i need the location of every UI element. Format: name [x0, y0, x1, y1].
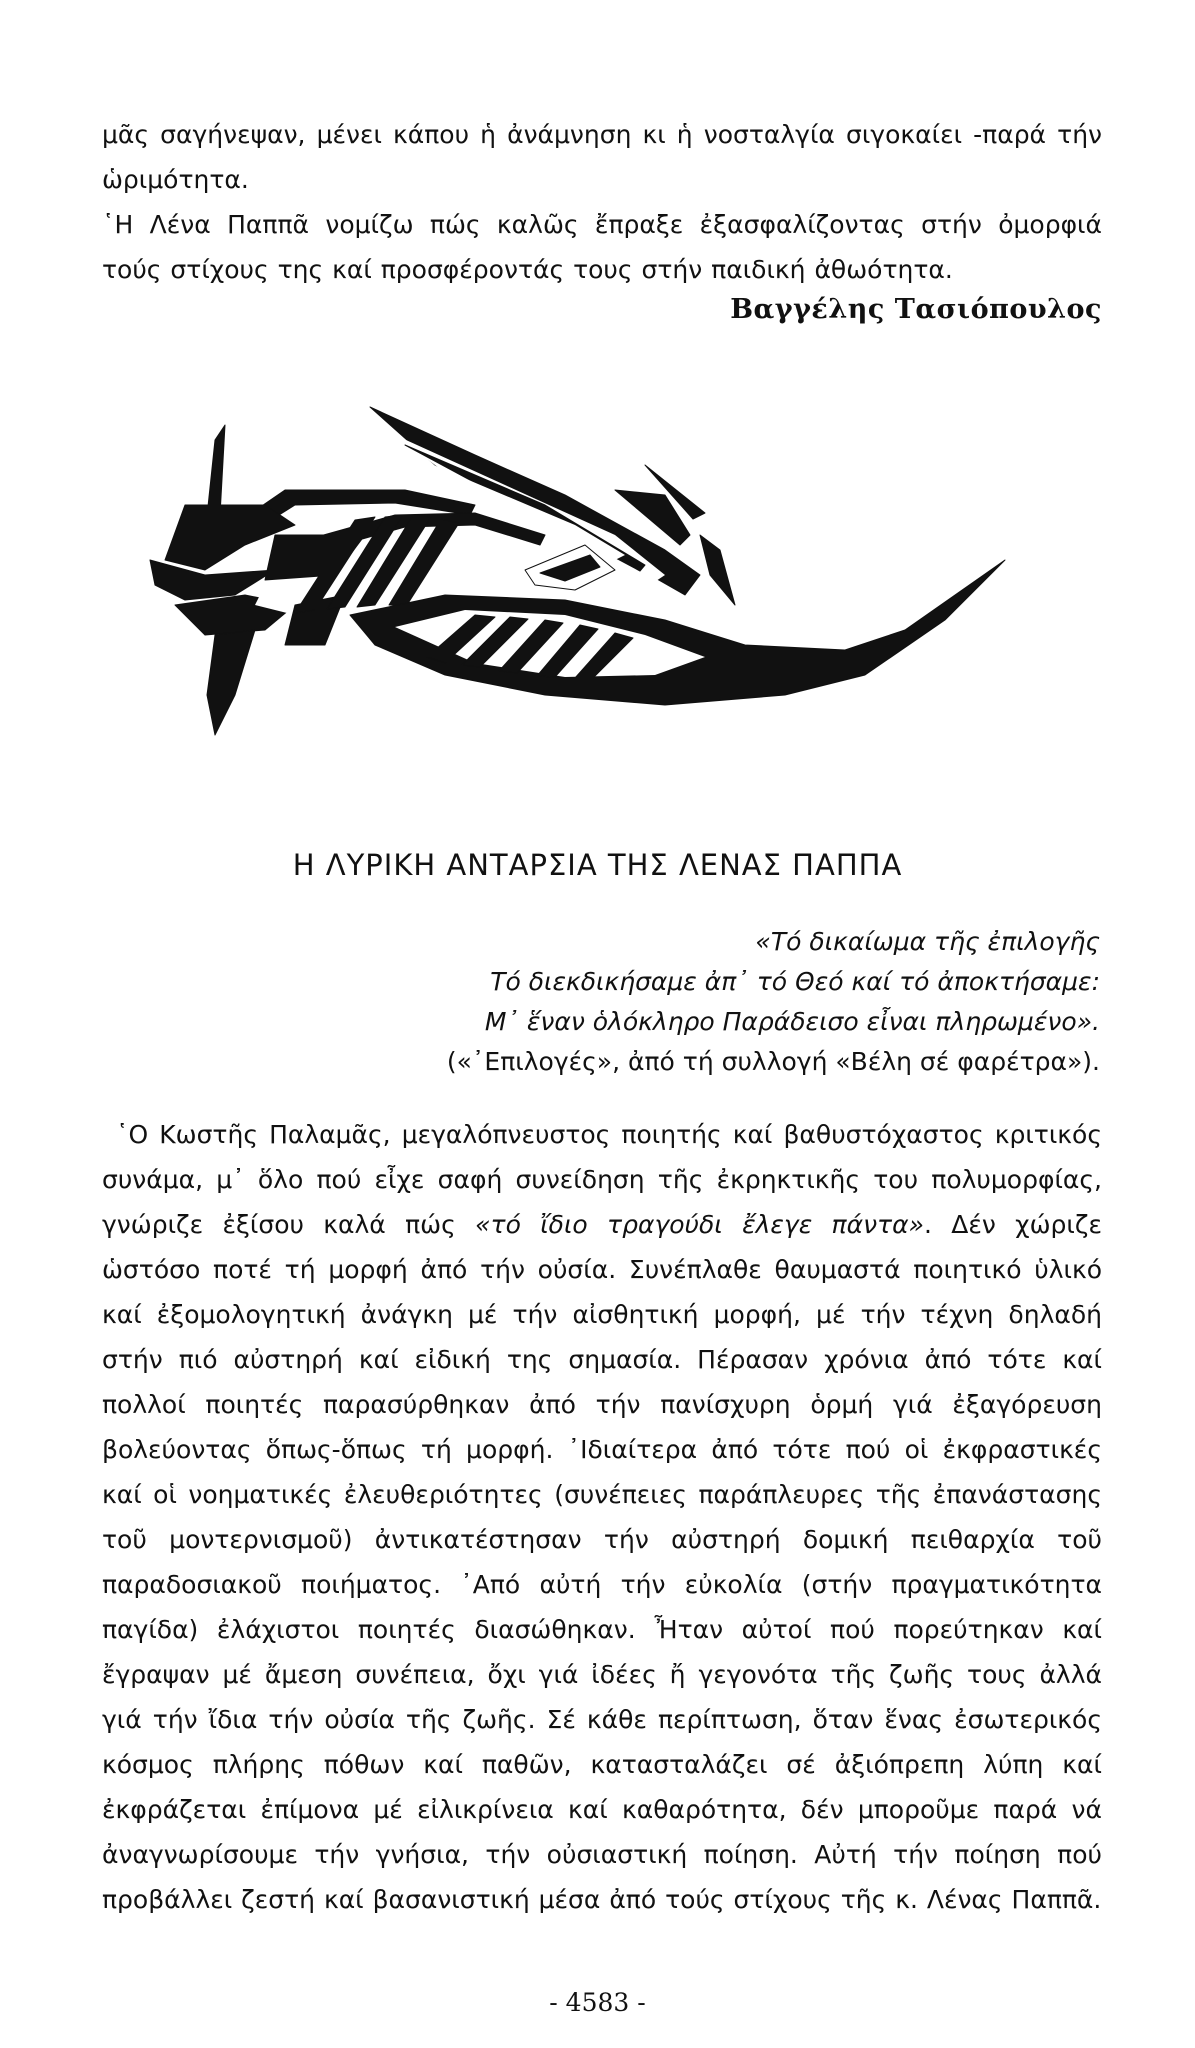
epigraph-line: Μ᾽ ἕναν ὁλόκληρο Παράδεισο εἶναι πληρωμένο».	[484, 1007, 1100, 1036]
main-text-part-2: . Δέν χώριζε ὡστόσο ποτέ τή μορφή ἀπό τήν οὐσία. Συνέπλαθε θαυμαστά ποιητικό ὑλικό καί ἐξομολογητική ἀνάγκη μέ τήν αἰσθητική μορφή, μέ τήν τέχνη δηλαδή στήν πιό αὐστηρή καί εἰδική της σημασία. Πέρασαν χρόνια ἀπό τότε καί πολλοί ποιητές παρασύρθηκαν ἀπό τήν πανίσχυρη ὁρμή γιά ἐξαγόρευση βολεύοντας ὅπως-ὅπως τή μορφή. ᾽Ιδιαίτερα ἀπό τότε πού οἱ ἐκφραστικές καί οἱ νοηματικές ἐλευθεριότητες (συνέπειες παράπλευρες τῆς ἐπανάστασης τοῦ μοντερνισμοῦ) ἀντικατέστησαν τήν αὐστηρή δομική πειθαρχία τοῦ παραδοσιακοῦ ποιήματος. ᾽Από αὐτή τήν εὐκολία (στήν πραγματικότητα παγίδα) ἐλάχιστοι ποιητές διασώθηκαν. Ἦταν αὐτοί πού πορεύτηκαν καί ἔγραψαν μέ ἄμεση συνέπεια, ὄχι γιά ἰδέες ἤ γεγονότα τῆς ζωῆς τους ἀλλά γιά τήν ἴδια τήν οὐσία τῆς ζωῆς. Σέ κάθε περίπτωση, ὅταν ἕνας ἐσωτερικός κόσμος πλήρης πόθων καί παθῶν, κατασταλάζει σέ ἀξιόπρεπη λύπη καί ἐκφράζεται ἐπίμονα μέ εἰλικρίνεια καί καθαρότητα, δέν μποροῦμε παρά νά ἀναγνωρίσουμε τήν γνήσια, τήν οὐσιαστική ποίηση. Αὐτή τήν ποίηση πού προβάλλει ζεστή καί βασανιστική μέσα ἀπό τούς στίχους τῆς κ. Λένας Παππᾶ.	[102, 1210, 1102, 1914]
main-text-part-1: ῾Ο Κωστῆς Παλαμᾶς, μεγαλόπνευστος ποιητής καί βαθυστόχαστος κριτικός συνάμα, μ᾽ ὅλο πού εἶχε σαφή συνείδηση τῆς ἐκρηκτικῆς του πολυμορφίας, γνώριζε ἐξίσου καλά πώς	[102, 1120, 1102, 1239]
author-signature: Βαγγέλης Τασιόπουλος	[730, 294, 1102, 325]
epigraph	[400, 922, 1100, 1082]
epigraph-line: Τό διεκδικήσαμε ἀπ᾽ τό Θεό καί τό ἀποκτήσαμε:	[490, 967, 1100, 996]
epigraph-line: «Τό δικαίωμα τῆς ἐπιλογῆς	[755, 927, 1100, 956]
intro-paragraph-1: μᾶς σαγήνεψαν, μένει κάπου ἡ ἀνάμνηση κι ἡ νοσταλγία σιγοκαίει -παρά τήν ὡριμότητα.	[102, 120, 1102, 194]
main-text	[102, 1112, 1102, 1922]
flower-woodcut-icon	[145, 395, 1035, 750]
section-title: Η ΛΥΡΙΚΗ ΑΝΤΑΡΣΙΑ ΤΗΣ ΛΕΝΑΣ ΠΑΠΠΑ	[292, 848, 903, 882]
intro-paragraph-2: ῾Η Λένα Παππᾶ νομίζω πώς καλῶς ἔπραξε ἐξασφαλίζοντας στήν ὀμορφιά τούς στίχους της καί προσφέροντάς τους στήν παιδική ἀθωότητα.	[102, 210, 1102, 284]
epigraph-source: («᾽Επιλογές», ἀπό τή συλλογή «Βέλη σέ φαρέτρα»).	[446, 1047, 1100, 1076]
page-number: - 4583 -	[549, 1988, 646, 2017]
palamas-quote: «τό ἴδιο τραγούδι ἔλεγε πάντα»	[475, 1210, 924, 1239]
intro-text	[102, 112, 1102, 292]
main-paragraph	[102, 1112, 1102, 1922]
